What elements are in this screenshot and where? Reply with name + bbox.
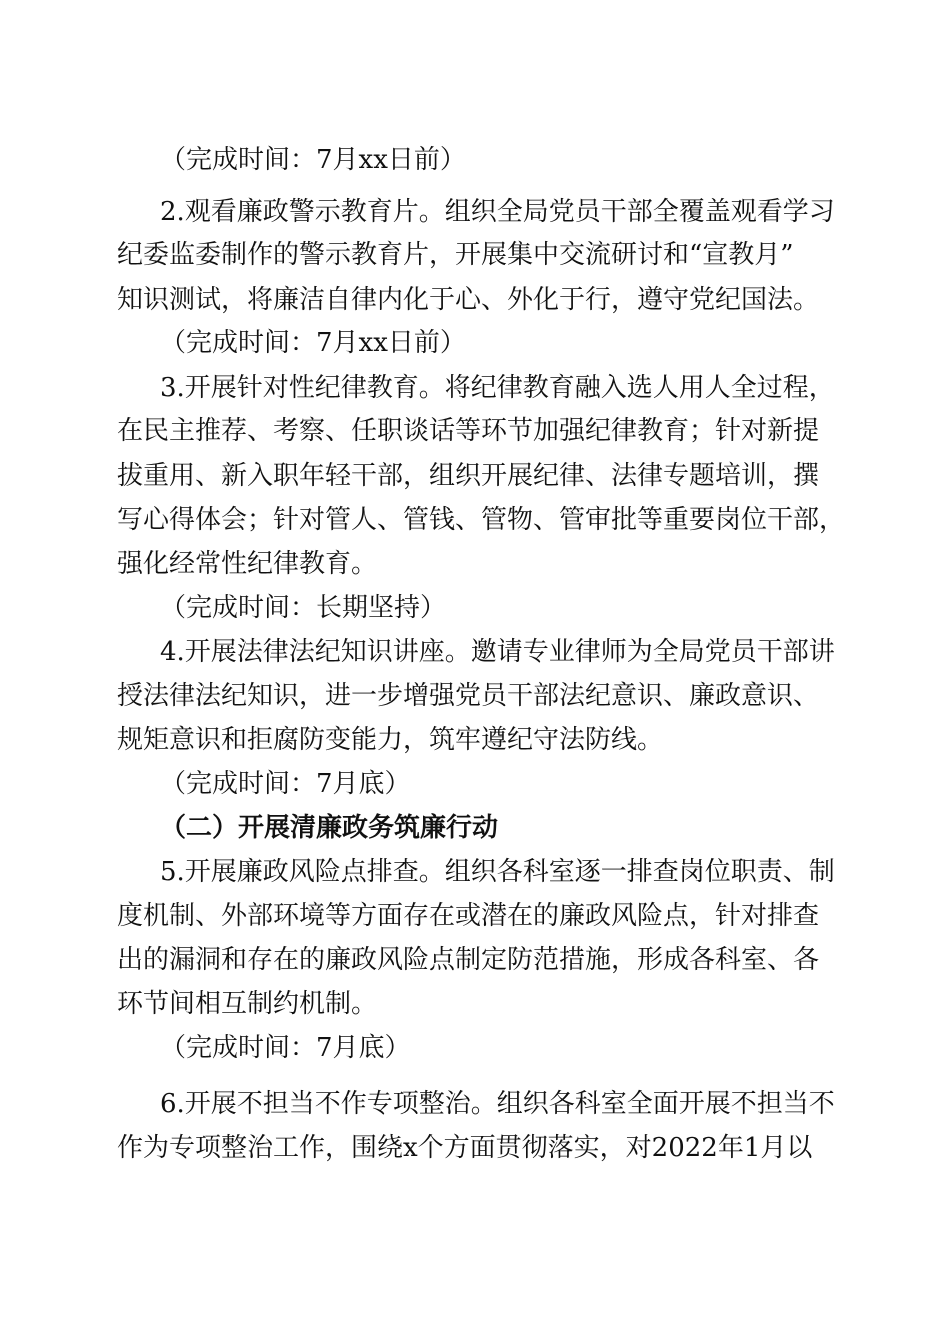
- paragraph-line: 环节间相互制约机制。: [117, 989, 378, 1019]
- completion-time-line: （完成时间：长期坚持）: [160, 593, 447, 623]
- paragraph-line: 出的漏洞和存在的廉政风险点制定防范措施，形成各科室、各: [117, 945, 820, 975]
- completion-time-line: （完成时间：7月底）: [160, 769, 411, 799]
- paragraph-line: 在民主推荐、考察、任职谈话等环节加强纪律教育；针对新提: [117, 416, 820, 446]
- paragraph-line: 知识测试，将廉洁自律内化于心、外化于行，遵守党纪国法。: [117, 285, 820, 315]
- paragraph-line: 拔重用、新入职年轻干部，组织开展纪律、法律专题培训，撰: [117, 461, 820, 491]
- paragraph-line: 作为专项整治工作，围绕x个方面贯彻落实，对2022年1月以: [117, 1133, 813, 1163]
- completion-time-line: （完成时间：7月底）: [160, 1033, 411, 1063]
- completion-time-line: （完成时间：7月xx日前）: [160, 328, 466, 358]
- completion-time-line: （完成时间：7月xx日前）: [160, 145, 466, 175]
- section-heading: （二）开展清廉政务筑廉行动: [160, 813, 499, 843]
- paragraph-line: 3.开展针对性纪律教育。将纪律教育融入选人用人全过程，: [160, 373, 835, 403]
- paragraph-line: 6.开展不担当不作专项整治。组织各科室全面开展不担当不: [160, 1089, 835, 1119]
- paragraph-line: 强化经常性纪律教育。: [117, 549, 378, 579]
- paragraph-line: 2.观看廉政警示教育片。组织全局党员干部全覆盖观看学习: [160, 197, 835, 227]
- paragraph-line: 写心得体会；针对管人、管钱、管物、管审批等重要岗位干部，: [117, 505, 846, 535]
- paragraph-line: 规矩意识和拒腐防变能力，筑牢遵纪守法防线。: [117, 725, 664, 755]
- paragraph-line: 度机制、外部环境等方面存在或潜在的廉政风险点，针对排查: [117, 901, 820, 931]
- paragraph-line: 纪委监委制作的警示教育片，开展集中交流研讨和“宣教月”: [117, 240, 794, 270]
- paragraph-line: 授法律法纪知识，进一步增强党员干部法纪意识、廉政意识、: [117, 681, 820, 711]
- paragraph-line: 5.开展廉政风险点排查。组织各科室逐一排查岗位职责、制: [160, 857, 835, 887]
- paragraph-line: 4.开展法律法纪知识讲座。邀请专业律师为全局党员干部讲: [160, 637, 835, 667]
